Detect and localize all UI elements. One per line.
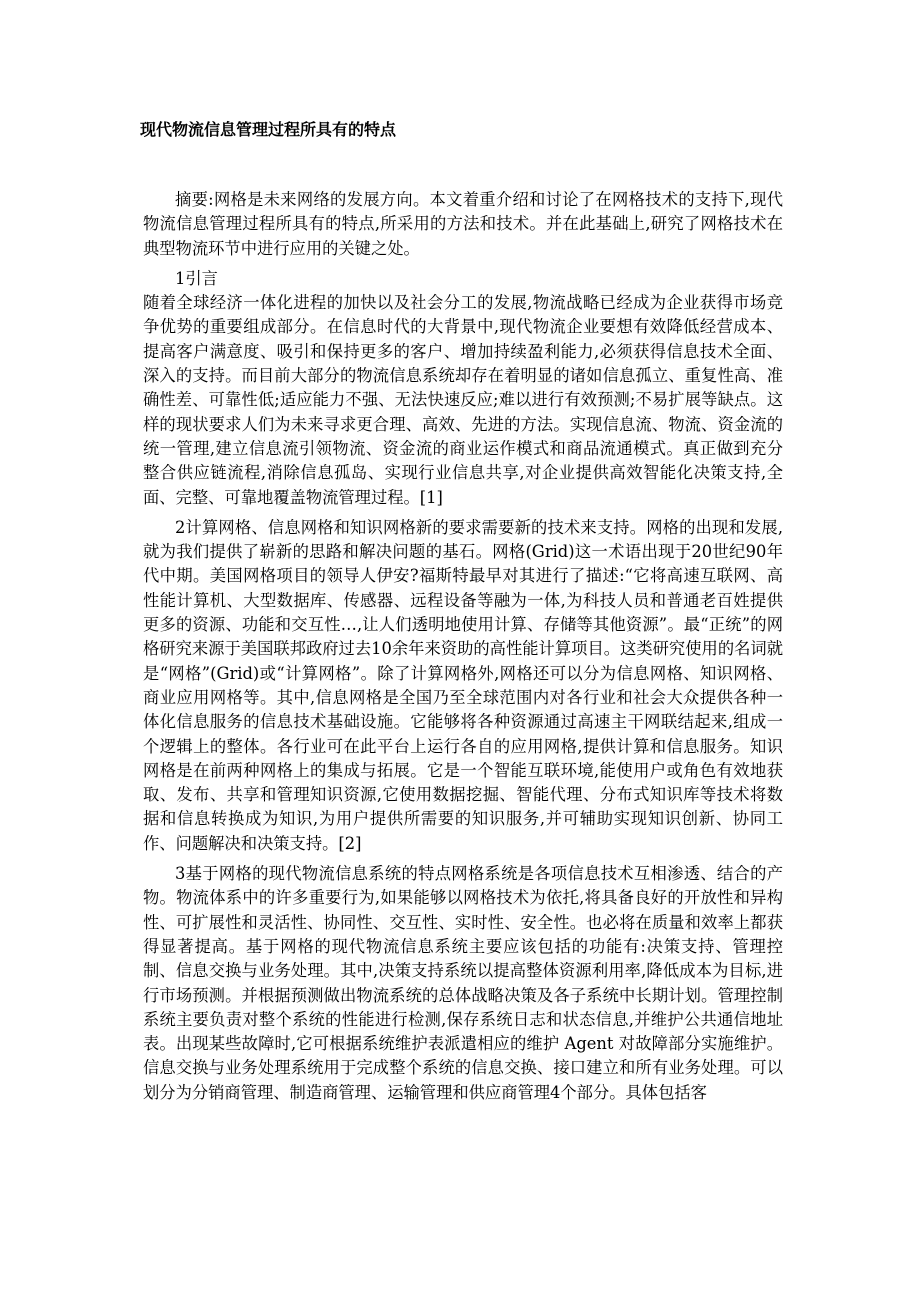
- section-heading-introduction: 1引言: [175, 268, 218, 288]
- section-logistics-paragraph: 3基于网格的现代物流信息系统的特点网格系统是各项信息技术互相渗透、结合的产物。物流体系中的许多重要行为,如果能够以网格技术为依托,将具备良好的开放性和异构性、可扩展性和灵活性、协同性、交互性、实时性、安全性。也必将在质量和效率上都获得显著提高。基于网格的现代物流信息系统主要应该包括的功能有:决策支持、管理控制、信息交换与业务处理。其中,决策支持系统以提高整体资源利用率,降低成本为目标,进行市场预测。并根据预测做出物流系统的总体战略决策及各子系统中长期计划。管理控制系统主要负责对整个系统的性能进行检测,保存系统日志和状态信息,并维护公共通信地址表。出现某些故障时,它可根据系统维护表派遣相应的维护 Agent 对故障部分实施维护。信息交换与业务处理系统用于完成整个系统的信息交换、接口建立和所有业务处理。可以划分为分销商管理、制造商管理、运输管理和供应商管理4个部分。具体包括客: [143, 864, 783, 1102]
- abstract-paragraph: 摘要:网格是未来网络的发展方向。本文着重介绍和讨论了在网格技术的支持下,现代物流信息管理过程所具有的特点,所采用的方法和技术。并在此基础上,研究了网格技术在典型物流环节中进行应用的关键之处。: [143, 190, 783, 258]
- document-body: [143, 188, 783, 1105]
- section-grid-paragraph: 2计算网格、信息网格和知识网格新的要求需要新的技术来支持。网格的出现和发展,就为我们提供了崭新的思路和解决问题的基石。网格(Grid)这一术语出现于20世纪90年代中期。美国网格项目的领导人伊安?福斯特最早对其进行了描述:“它将高速互联网、高性能计算机、大型数据库、传感器、远程设备等融为一体,为科技人员和普通老百姓提供更多的资源、功能和交互性…,让人们透明地使用计算、存储等其他资源”。最“正统”的网格研究来源于美国联邦政府过去10余年来资助的高性能计算项目。这类研究使用的名词就是“网格”(Grid)或“计算网格”。除了计算网格外,网格还可以分为信息网格、知识网格、商业应用网格等。其中,信息网格是全国乃至全球范围内对各行业和社会大众提供各种一体化信息服务的信息技术基础设施。它能够将各种资源通过高速主干网联结起来,组成一个逻辑上的整体。各行业可在此平台上运行各自的应用网格,提供计算和信息服务。知识网格是在前两种网格上的集成与拓展。它是一个智能互联环境,能使用户或角色有效地获取、发布、共享和管理知识资源,它使用数据挖掘、智能代理、分布式知识库等技术将数据和信息转换成为知识,为用户提供所需要的知识服务,并可辅助实现知识创新、协同工作、问题解决和决策支持。[2]: [143, 517, 783, 853]
- introduction-paragraph: 随着全球经济一体化进程的加快以及社会分工的发展,物流战略已经成为企业获得市场竞争优势的重要组成部分。在信息时代的大背景中,现代物流企业要想有效降低经营成本、提高客户满意度、吸引和保持更多的客户、增加持续盈利能力,必须获得信息技术全面、深入的支持。而目前大部分的物流信息系统却存在着明显的诸如信息孤立、重复性高、准确性差、可靠性低;适应能力不强、无法快速反应;难以进行有效预测;不易扩展等缺点。这样的现状要求人们为未来寻求更合理、高效、先进的方法。实现信息流、物流、资金流的统一管理,建立信息流引领物流、资金流的商业运作模式和商品流通模式。真正做到充分整合供应链流程,消除信息孤岛、实现行业信息共享,对企业提供高效智能化决策支持,全面、完整、可靠地覆盖物流管理过程。[1]: [143, 293, 783, 507]
- document-title: 现代物流信息管理过程所具有的特点: [140, 120, 397, 139]
